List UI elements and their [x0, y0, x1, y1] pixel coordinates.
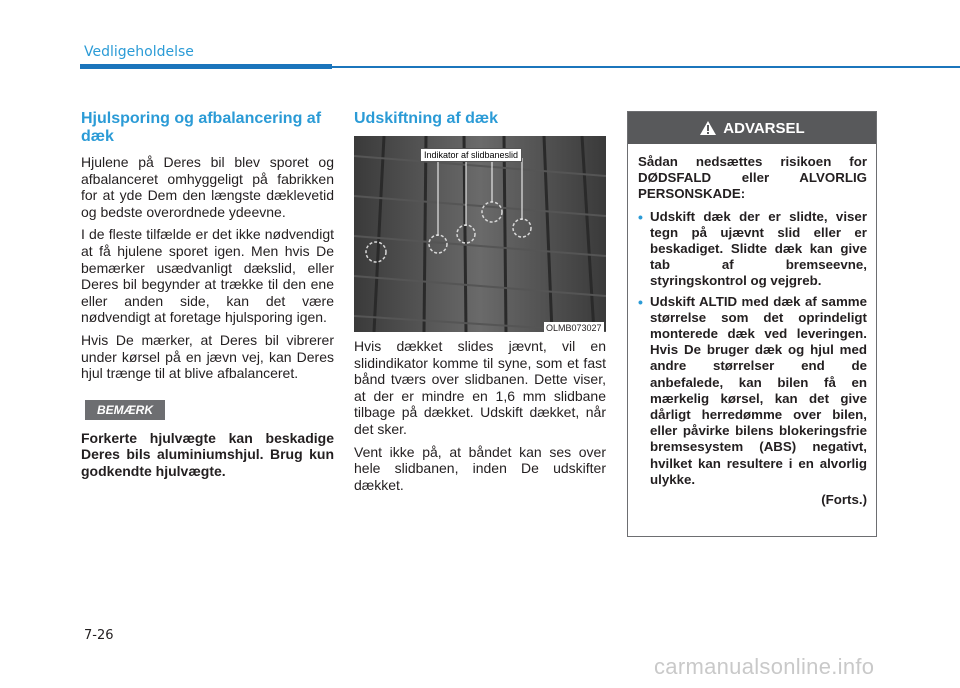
warning-title: ADVARSEL — [723, 119, 805, 137]
left-column — [81, 110, 334, 486]
warning-triangle-icon — [699, 120, 717, 136]
middle-column — [354, 110, 606, 499]
note-badge: BEMÆRK — [85, 400, 165, 420]
warning-item: • Udskift dæk der er slidte, viser tegn på ujævnt slid eller er beskadiget. Slidte dæk kan give tab af bremseevne, styringskontrol og vejgreb. — [638, 209, 867, 290]
middle-paragraph-2: Vent ikke på, at båndet kan ses over hele slidbanen, inden De udskifter dækket. — [354, 443, 606, 493]
tire-tread-illustration — [354, 136, 606, 332]
figure-code: OLMB073027 — [546, 323, 602, 333]
header-rule-thick — [80, 64, 332, 69]
warning-box — [627, 111, 877, 537]
middle-heading: Udskiftning af dæk — [354, 110, 499, 127]
warning-list — [638, 209, 867, 488]
note-text: Forkerte hjulvægte kan beskadige Deres bils aluminiumshjul. Brug kun godkendte hjulvægte. — [81, 429, 334, 479]
warning-item: • Udskift ALTID med dæk af samme størrelse som det oprindeligt monterede dæk ved leveringen. Hvis De bruger dæk og hjul med andre størrelser end de anbefalede, kan bilen få en mærkelig kørsel, kan det give dårligt herredømme over bilen, eller påvirke bilens blokeringsfrie bremsesystem (ABS) negativt, hvilket kan resultere i en alvorlig ulykke. — [638, 294, 867, 488]
tire-tread-figure — [354, 136, 606, 332]
warning-body — [628, 144, 876, 508]
indicator-label: Indikator af slidbaneslid — [420, 148, 522, 162]
left-paragraph-3: Hvis De mærker, at Deres bil vibrerer under kørsel på en jævn vej, kan Deres hjul trænge til at blive afbalanceret. — [81, 331, 334, 382]
left-heading: Hjulsporing og afbalancering af dæk — [81, 110, 322, 145]
section-title: Vedligeholdelse — [84, 44, 194, 60]
header-rule-thin — [332, 66, 960, 68]
continued-label: (Forts.) — [821, 492, 867, 508]
left-paragraph-1: Hjulene på Deres bil blev sporet og afbalanceret omhyggeligt på fabrikken for at yde Dem den længste dæklevetid og bedste overordnede ydeevne. — [81, 154, 334, 220]
watermark: carmanualsonline.info — [654, 654, 875, 679]
middle-paragraph-1: Hvis dækket slides jævnt, vil en slidindikator komme til syne, som et fast bånd tværs over slidbanen. Dette viser, at der er mindre en 1,6 mm slidbane tilbage på dækket. Udskift dækket, når det sker. — [354, 338, 606, 437]
warning-intro: Sådan nedsættes risikoen for DØDSFALD eller ALVORLIG PERSONSKADE: — [638, 154, 867, 202]
left-paragraph-2: I de fleste tilfælde er det ikke nødvendigt at få hjulene sporet igen. Men hvis De bemærker usædvanligt dækslid, eller Deres bil begynder at trække til den ene eller anden side, kan det være nødvendigt at foretage hjulsporing igen. — [81, 226, 334, 326]
warning-header — [628, 112, 876, 144]
page-number: 7-26 — [84, 628, 114, 643]
